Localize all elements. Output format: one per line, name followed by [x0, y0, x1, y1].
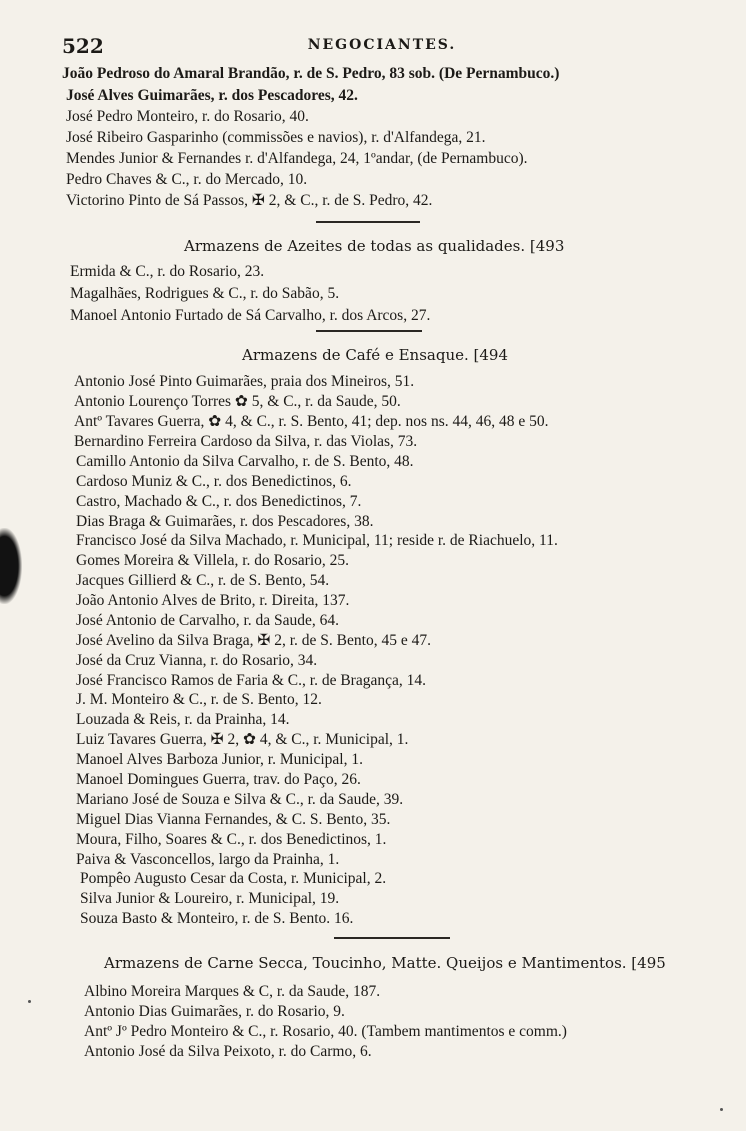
- list-item: Albino Moreira Marques & C, r. da Saude, 187.: [84, 983, 381, 1000]
- list-item: Louzada & Reis, r. da Prainha, 14.: [76, 711, 290, 728]
- list-item: Francisco José da Silva Machado, r. Municipal, 11; reside r. de Riachuelo, 11.: [76, 532, 558, 549]
- list-item: Antonio José da Silva Peixoto, r. do Carmo, 6.: [84, 1043, 372, 1060]
- list-item: Magalhães, Rodrigues & C., r. do Sabão, 5.: [70, 285, 340, 302]
- list-item: Mariano José de Souza e Silva & C., r. da Saude, 39.: [76, 791, 404, 808]
- list-item: Luiz Tavares Guerra, ✠ 2, ✿ 4, & C., r. Municipal, 1.: [76, 731, 409, 748]
- list-item: Antonio José Pinto Guimarães, praia dos Mineiros, 51.: [74, 373, 415, 390]
- list-item: José Avelino da Silva Braga, ✠ 2, r. de S. Bento, 45 e 47.: [76, 632, 431, 649]
- list-item: Antº Jº Pedro Monteiro & C., r. Rosario, 40. (Tambem mantimentos e comm.): [84, 1023, 567, 1040]
- list-item: José da Cruz Vianna, r. do Rosario, 34.: [76, 652, 318, 669]
- list-item: Manoel Antonio Furtado de Sá Carvalho, r. dos Arcos, 27.: [70, 307, 431, 324]
- margin-speck: [720, 1108, 723, 1111]
- list-item: Paiva & Vasconcellos, largo da Prainha, 1.: [76, 851, 340, 868]
- list-item: Mendes Junior & Fernandes r. d'Alfandega, 24, 1ºandar, (de Pernambuco).: [66, 150, 528, 167]
- list-item: Souza Basto & Monteiro, r. de S. Bento. 16.: [80, 910, 354, 927]
- list-item: José Ribeiro Gasparinho (commissões e navios), r. d'Alfandega, 21.: [66, 129, 486, 146]
- list-item: José Francisco Ramos de Faria & C., r. de Bragança, 14.: [76, 672, 426, 689]
- list-item: José Pedro Monteiro, r. do Rosario, 40.: [66, 108, 309, 125]
- list-item: Dias Braga & Guimarães, r. dos Pescadores, 38.: [76, 513, 374, 530]
- list-item: José Alves Guimarães, r. dos Pescadores, 42.: [66, 87, 358, 104]
- list-item: João Antonio Alves de Brito, r. Direita, 137.: [76, 592, 350, 609]
- section-divider: [316, 221, 420, 223]
- list-item: João Pedroso do Amaral Brandão, r. de S. Pedro, 83 sob. (De Pernambuco.): [62, 65, 560, 82]
- list-item: Antonio Dias Guimarães, r. do Rosario, 9.: [84, 1003, 345, 1020]
- page-header: [62, 34, 702, 58]
- section-divider: [316, 330, 422, 332]
- list-item: Pedro Chaves & C., r. do Mercado, 10.: [66, 171, 308, 188]
- binding-shadow: [0, 528, 22, 604]
- section-heading-azeites: Armazens de Azeites de todas as qualidades. [493: [184, 237, 565, 255]
- list-item: J. M. Monteiro & C., r. de S. Bento, 12.: [76, 691, 322, 708]
- list-item: Jacques Gillierd & C., r. de S. Bento, 54.: [76, 572, 330, 589]
- list-item: Manoel Alves Barboza Junior, r. Municipal, 1.: [76, 751, 363, 768]
- section-heading-carne-secca: Armazens de Carne Secca, Toucinho, Matte. Queijos e Mantimentos. [495: [104, 954, 666, 972]
- list-item: Antº Tavares Guerra, ✿ 4, & C., r. S. Bento, 41; dep. nos ns. 44, 46, 48 e 50.: [74, 413, 549, 430]
- list-item: Pompêo Augusto Cesar da Costa, r. Municipal, 2.: [80, 870, 387, 887]
- list-item: Bernardino Ferreira Cardoso da Silva, r. das Violas, 73.: [74, 433, 418, 450]
- list-item: Gomes Moreira & Villela, r. do Rosario, 25.: [76, 552, 350, 569]
- section-divider: [334, 937, 450, 939]
- list-item: Manoel Domingues Guerra, trav. do Paço, 26.: [76, 771, 361, 788]
- list-item: Antonio Lourenço Torres ✿ 5, & C., r. da Saude, 50.: [74, 393, 401, 410]
- section-heading-cafe: Armazens de Café e Ensaque. [494: [242, 346, 508, 364]
- list-item: Silva Junior & Loureiro, r. Municipal, 19.: [80, 890, 340, 907]
- list-item: Miguel Dias Vianna Fernandes, & C. S. Bento, 35.: [76, 811, 391, 828]
- page-number: 522: [62, 34, 104, 58]
- list-item: Camillo Antonio da Silva Carvalho, r. de S. Bento, 48.: [76, 453, 414, 470]
- list-item: Moura, Filho, Soares & C., r. dos Benedictinos, 1.: [76, 831, 387, 848]
- list-item: José Antonio de Carvalho, r. da Saude, 64.: [76, 612, 340, 629]
- margin-speck: [28, 1000, 31, 1003]
- list-item: Cardoso Muniz & C., r. dos Benedictinos, 6.: [76, 473, 352, 490]
- list-item: Ermida & C., r. do Rosario, 23.: [70, 263, 265, 280]
- list-item: Victorino Pinto de Sá Passos, ✠ 2, & C., r. de S. Pedro, 42.: [66, 192, 433, 209]
- running-title: NEGOCIANTES.: [307, 37, 457, 53]
- list-item: Castro, Machado & C., r. dos Benedictinos, 7.: [76, 493, 362, 510]
